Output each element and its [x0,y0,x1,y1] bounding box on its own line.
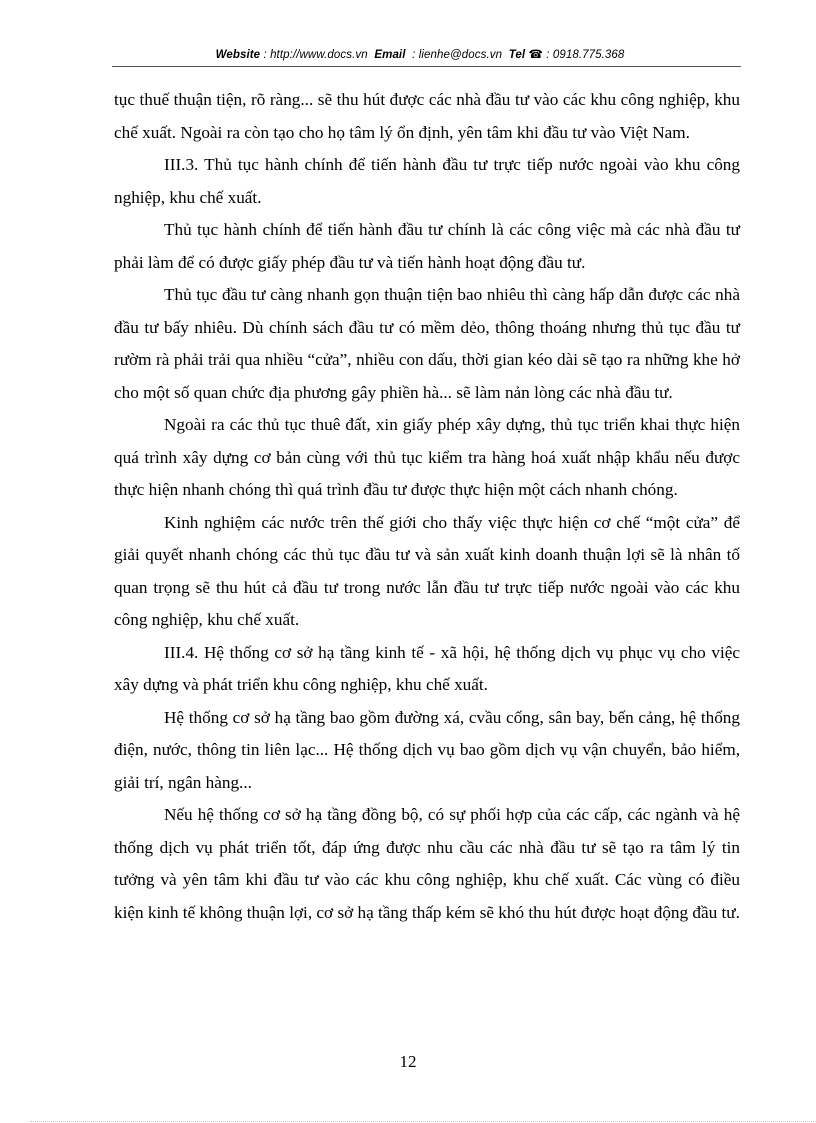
email-label: Email [374,49,406,61]
paragraph: Thủ tục đầu tư càng nhanh gọn thuận tiện bao nhiêu thì càng hấp dẫn được các nhà đầu tư bấy nhiêu. Dù chính sách đầu tư có mềm dẻo, thông thoáng nhưng thủ tục đầu tư rườm rà phải trải qua nhiều “cửa”, nhiều con dấu, thời gian kéo dài sẽ tạo ra những khe hở cho một số quan chức địa phương gây phiền hà... sẽ làm nản lòng các nhà đầu tư. [114,285,740,402]
paragraph: Ngoài ra các thủ tục thuê đất, xin giấy phép xây dựng, thủ tục triển khai thực hiện quá trình xây dựng cơ bản cùng với thủ tục kiểm tra hàng hoá xuất nhập khẩu nếu được thực hiện nhanh chóng thì quá trình đầu tư được thực hiện một cách nhanh chóng. [114,415,740,499]
header-divider [112,66,741,67]
document-body [114,84,740,929]
email-address[interactable]: lienhe@docs.vn [418,49,503,61]
paragraph: Nếu hệ thống cơ sở hạ tầng đồng bộ, có sự phối hợp của các cấp, các ngành và hệ thống dịch vụ phát triển tốt, đáp ứng được nhu cầu các nhà đầu tư sẽ tạo ra tâm lý tin tưởng và yên tâm khi đầu tư vào các khu công nghiệp, khu chế xuất. Các vùng có điều kiện kinh tế không thuận lợi, cơ sở hạ tầng thấp kém sẽ khó thu hút được hoạt động đầu tư. [114,805,740,922]
paragraph: Thủ tục hành chính để tiến hành đầu tư chính là các công việc mà các nhà đầu tư phải làm để có được giấy phép đầu tư và tiến hành hoạt động đầu tư. [114,220,740,272]
phone-icon: ☎ [528,49,543,61]
website-url[interactable]: http://www.docs.vn [270,49,368,61]
email-separator: : [412,49,416,61]
paragraph: Hệ thống cơ sở hạ tầng bao gồm đường xá, cvầu cống, sân bay, bến cảng, hệ thống điện, nước, thông tin liên lạc... Hệ thống dịch vụ bao gồm dịch vụ vận chuyển, bảo hiểm, giải trí, ngân hàng... [114,707,740,792]
tel-separator: : [546,49,550,61]
website-label: Website [215,49,261,61]
tel-label: Tel [508,49,526,61]
page-bottom-border [30,1121,816,1122]
paragraph: Kinh nghiệm các nước trên thế giới cho thấy việc thực hiện cơ chế “một cửa” để giải quyết nhanh chóng các thủ tục đầu tư và sản xuất kinh doanh thuận lợi sẽ là nhân tố quan trọng sẽ thu hút cả đầu tư trong nước lẫn đầu tư trực tiếp nước ngoài vào các khu công nghiệp, khu chế xuất. [114,512,740,629]
paragraph: tục thuế thuận tiện, rõ ràng... sẽ thu hút được các nhà đầu tư vào các khu công nghiệp, khu chế xuất. Ngoài ra còn tạo cho họ tâm lý ổn định, yên tâm khi đầu tư vào Việt Nam. [114,90,740,142]
section-heading-iii-4: III.4. Hệ thống cơ sở hạ tầng kinh tế - xã hội, hệ thống dịch vụ phục vụ cho việc xây dựng và phát triển khu công nghiệp, khu chế xuất. [114,642,740,694]
page-header [100,47,740,61]
tel-number: 0918.775.368 [552,49,625,61]
section-heading-iii-3: III.3. Thủ tục hành chính để tiến hành đầu tư trực tiếp nước ngoài vào khu công nghiệp, khu chế xuất. [114,155,740,207]
page-number: 12 [399,1052,417,1071]
website-separator: : [263,49,267,61]
